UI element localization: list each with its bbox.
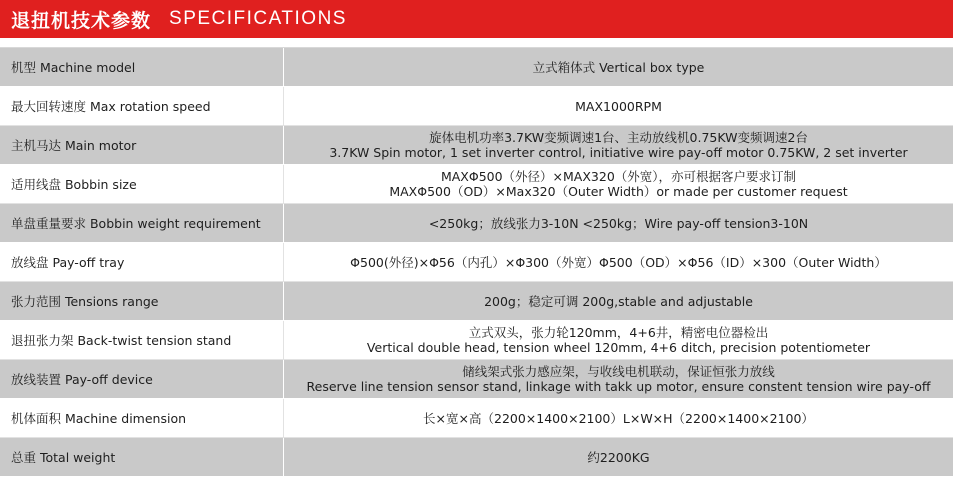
- spec-label: 机体面积 Machine dimension: [0, 399, 284, 437]
- spec-value: [284, 321, 953, 359]
- spec-value-line: Φ500(外径)×Φ56（内孔）×Φ300（外宽）Φ500（OD）×Φ56（ID）×300（Outer Width）: [350, 254, 887, 270]
- spec-value-line: MAXΦ500（外径）×MAX320（外宽），亦可根据客户要求订制: [440, 169, 797, 184]
- table-row: [0, 48, 953, 87]
- spec-label: 主机马达 Main motor: [0, 126, 284, 164]
- spec-value: [284, 87, 953, 125]
- spec-label: 张力范围 Tensions range: [0, 282, 284, 320]
- page-title-english: SPECIFICATIONS: [169, 8, 347, 29]
- spec-value: [284, 360, 953, 398]
- spec-label: 退扭张力架 Back-twist tension stand: [0, 321, 284, 359]
- spec-value: [284, 282, 953, 320]
- table-row: [0, 165, 953, 204]
- spec-value-line: MAXΦ500（OD）×Max320（Outer Width）or made per customer request: [389, 184, 848, 199]
- table-row: [0, 438, 953, 477]
- spec-value-line: 立式双头，张力轮120mm，4+6井，精密电位器检出: [468, 325, 769, 340]
- table-row: [0, 204, 953, 243]
- spec-value: [284, 165, 953, 203]
- table-row: [0, 126, 953, 165]
- spec-label: 最大回转速度 Max rotation speed: [0, 87, 284, 125]
- table-row: [0, 243, 953, 282]
- spec-value: [284, 126, 953, 164]
- table-row: [0, 360, 953, 399]
- page-title-chinese: 退扭机技术参数: [11, 9, 152, 32]
- header-gap: [0, 38, 953, 47]
- table-row: [0, 87, 953, 126]
- spec-value-line: 旋体电机功率3.7KW变频调速1台、主动放线机0.75KW变频调速2台: [429, 130, 808, 145]
- spec-label: 总重 Total weight: [0, 438, 284, 476]
- spec-label: 单盘重量要求 Bobbin weight requirement: [0, 204, 284, 242]
- spec-value-line: Reserve line tension sensor stand, linkage with takk up motor, ensure constent tension wire pay-off: [306, 379, 931, 394]
- spec-label: 机型 Machine model: [0, 48, 284, 86]
- spec-value: [284, 399, 953, 437]
- spec-value-line: MAX1000RPM: [575, 98, 662, 114]
- spec-value-line: 约2200KG: [587, 449, 650, 465]
- spec-value: [284, 243, 953, 281]
- spec-value-line: 长×宽×高（2200×1400×2100）L×W×H（2200×1400×2100）: [423, 410, 814, 426]
- table-row: [0, 282, 953, 321]
- spec-value-line: <250kg；放线张力3-10N <250kg；Wire pay-off tension3-10N: [428, 215, 809, 231]
- spec-value-line: Vertical double head, tension wheel 120mm, 4+6 ditch, precision potentiometer: [366, 340, 871, 355]
- spec-value: [284, 438, 953, 476]
- spec-value-line: 3.7KW Spin motor, 1 set inverter control, initiative wire pay-off motor 0.75KW, 2 set inverter: [329, 145, 908, 160]
- spec-value: [284, 48, 953, 86]
- spec-value-line: 储线架式张力感应架，与收线电机联动，保证恒张力放线: [462, 364, 775, 379]
- spec-value: [284, 204, 953, 242]
- spec-label: 放线装置 Pay-off device: [0, 360, 284, 398]
- spec-value-line: 立式箱体式 Vertical box type: [532, 59, 705, 75]
- table-row: [0, 321, 953, 360]
- spec-label: 适用线盘 Bobbin size: [0, 165, 284, 203]
- table-row: [0, 399, 953, 438]
- header-banner: [0, 0, 953, 38]
- spec-label: 放线盘 Pay-off tray: [0, 243, 284, 281]
- spec-value-line: 200g；稳定可调 200g,stable and adjustable: [484, 293, 753, 309]
- specifications-table: [0, 48, 953, 477]
